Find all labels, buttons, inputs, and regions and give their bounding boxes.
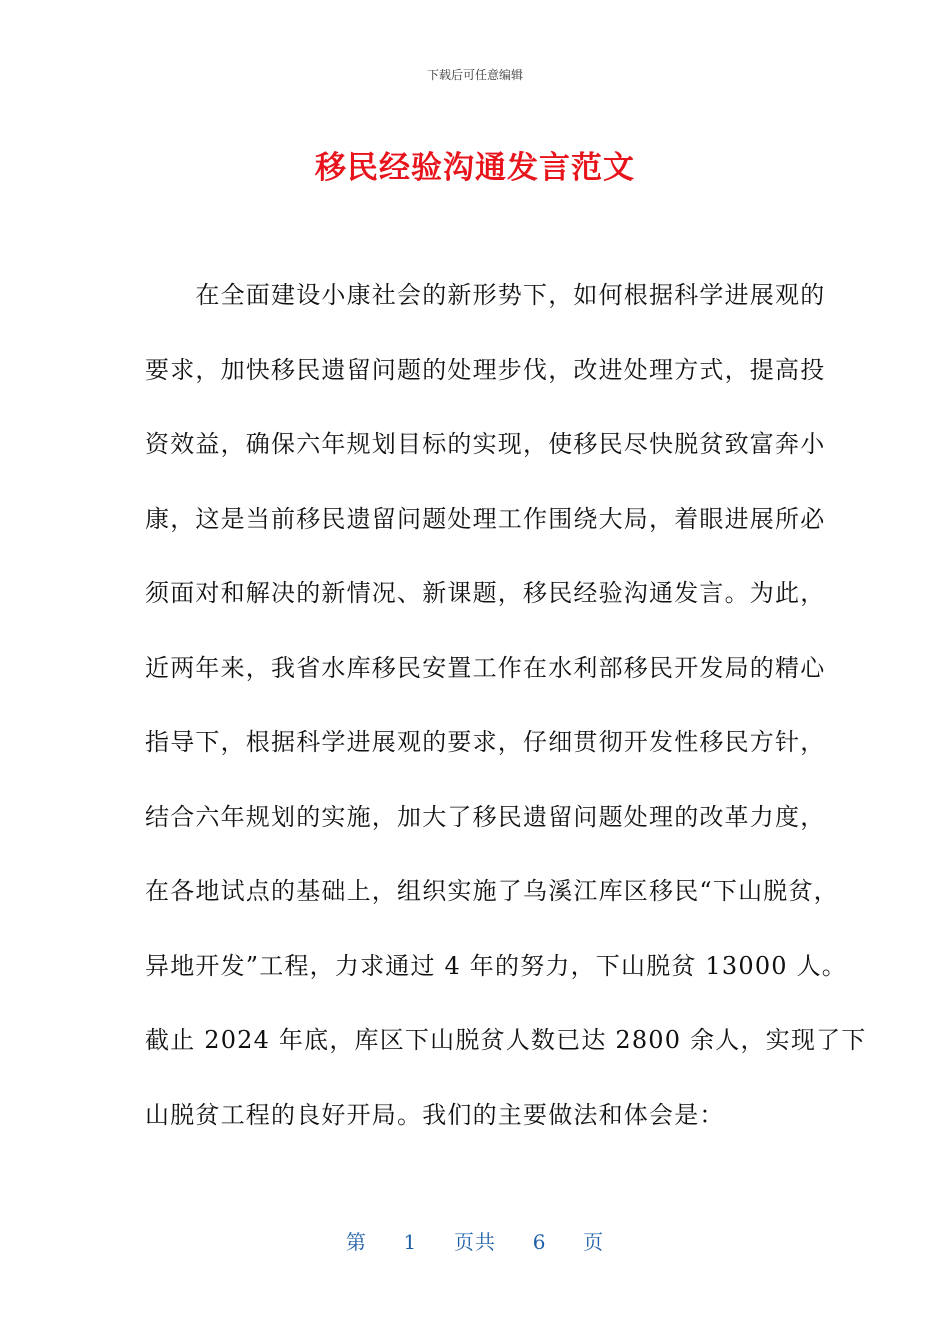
document-title: 移民经验沟通发言范文 (315, 150, 635, 186)
header-note: 下载后可任意编辑 (426, 68, 523, 82)
body-line: 结合六年规划的实施，加大了移民遗留问题处理的改革力度， (145, 802, 826, 831)
body-line: 资效益，确保六年规划目标的实现，使移民尽快脱贫致富奔小 (145, 430, 826, 458)
body-line: 在各地试点的基础上，组织实施了乌溪江库区移民“下山脱贫， (145, 877, 839, 905)
body-line: 异地开发”工程，力求通过 4 年的努力，下山脱贫 13000 人。 (145, 951, 848, 980)
page-label: 第 (345, 1230, 367, 1254)
body-line: 在全面建设小康社会的新形势下，如何根据科学进展观的 (145, 281, 826, 309)
body-line: 截止 2024 年底，库区下山脱贫人数已达 2800 余人，实现了下 (145, 1026, 867, 1054)
page-mid-label: 页共 (454, 1230, 496, 1254)
body-line: 要求，加快移民遗留问题的处理步伐，改进处理方式，提高投 (145, 355, 826, 384)
document-body (145, 262, 867, 1156)
body-line: 须面对和解决的新情况、新课题，移民经验沟通发言。为此， (145, 579, 826, 607)
page-suffix-label: 页 (583, 1230, 605, 1254)
page-footer (0, 1226, 950, 1255)
body-line: 近两年来，我省水库移民安置工作在水利部移民开发局的精心 (145, 653, 826, 682)
body-line: 康，这是当前移民遗留问题处理工作围绕大局，着眼进展所必 (145, 504, 826, 533)
body-line: 指导下，根据科学进展观的要求，仔细贯彻开发性移民方针， (145, 728, 826, 756)
total-pages-number: 6 (532, 1230, 547, 1254)
current-page-number: 1 (403, 1230, 418, 1254)
body-line: 山脱贫工程的良好开局。我们的主要做法和体会是： (145, 1100, 725, 1129)
